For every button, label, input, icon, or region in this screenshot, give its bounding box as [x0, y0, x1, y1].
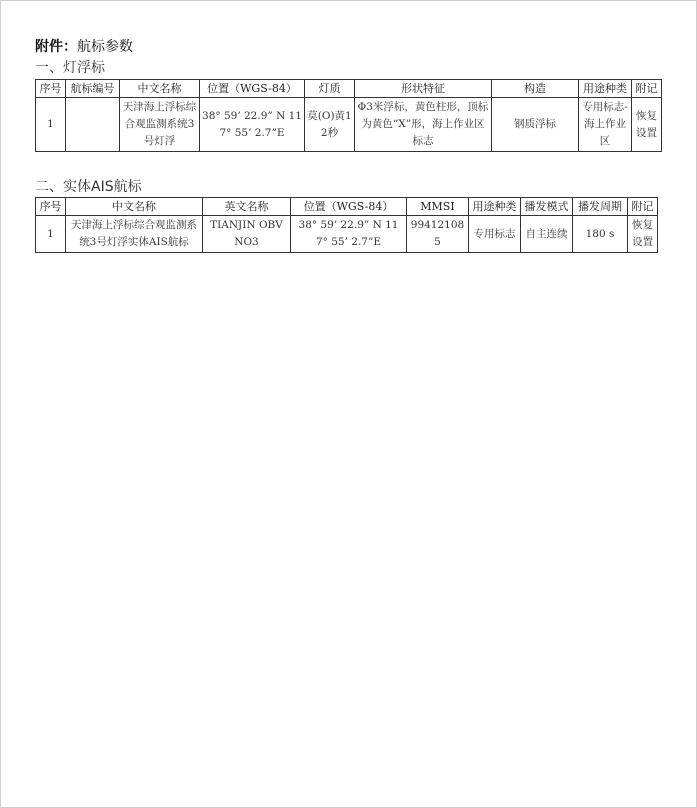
cell-index: 1	[36, 98, 66, 152]
section-heading-ais: 二、实体AIS航标	[35, 179, 142, 195]
cell-position: 38° 59’ 22.9” N 117° 55’ 2.7”E	[291, 216, 407, 253]
cell-shape: Φ3米浮标，黄色柱形，顶标为黄色“X”形，海上作业区标志	[355, 98, 492, 152]
header-remarks: 附记	[632, 80, 662, 98]
header-english-name: 英文名称	[203, 198, 291, 216]
cell-light-character: 莫(O)黄12秒	[305, 98, 355, 152]
cell-usage: 专用标志-海上作业区	[579, 98, 632, 152]
header-index: 序号	[36, 198, 66, 216]
cell-chinese-name: 天津海上浮标综合观监测系统3号灯浮	[120, 98, 200, 152]
cell-broadcast-period: 180 s	[573, 216, 628, 253]
header-buoy-number: 航标编号	[66, 80, 120, 98]
annex-title	[35, 36, 133, 56]
header-position: 位置（WGS-84）	[200, 80, 305, 98]
table-row	[36, 216, 658, 253]
cell-construction: 钢质浮标	[492, 98, 579, 152]
light-buoy-table	[35, 79, 662, 152]
header-usage: 用途种类	[469, 198, 521, 216]
header-chinese-name: 中文名称	[120, 80, 200, 98]
header-usage: 用途种类	[579, 80, 632, 98]
header-construction: 构造	[492, 80, 579, 98]
cell-buoy-number	[66, 98, 120, 152]
annex-separator: ：	[63, 39, 77, 55]
cell-broadcast-mode: 自主连续	[521, 216, 573, 253]
header-broadcast-mode: 播发模式	[521, 198, 573, 216]
cell-usage: 专用标志	[469, 216, 521, 253]
header-remarks: 附记	[628, 198, 658, 216]
cell-remarks: 恢复设置	[632, 98, 662, 152]
header-mmsi: MMSI	[407, 198, 469, 216]
header-shape: 形状特征	[355, 80, 492, 98]
table-row	[36, 98, 662, 152]
header-chinese-name: 中文名称	[66, 198, 203, 216]
light-buoy-header-row	[36, 80, 662, 98]
cell-mmsi: 994121085	[407, 216, 469, 253]
annex-label: 附件	[35, 39, 63, 55]
ais-header-row	[36, 198, 658, 216]
header-broadcast-period: 播发周期	[573, 198, 628, 216]
header-position: 位置（WGS-84）	[291, 198, 407, 216]
header-light-character: 灯质	[305, 80, 355, 98]
cell-english-name: TIANJIN OBV NO3	[203, 216, 291, 253]
annex-subject: 航标参数	[77, 39, 133, 55]
header-index: 序号	[36, 80, 66, 98]
cell-remarks: 恢复设置	[628, 216, 658, 253]
ais-table	[35, 197, 658, 253]
cell-position: 38° 59’ 22.9” N 117° 55’ 2.7”E	[200, 98, 305, 152]
cell-chinese-name: 天津海上浮标综合观监测系统3号灯浮实体AIS航标	[66, 216, 203, 253]
cell-index: 1	[36, 216, 66, 253]
section-heading-light-buoy: 一、灯浮标	[35, 60, 105, 76]
